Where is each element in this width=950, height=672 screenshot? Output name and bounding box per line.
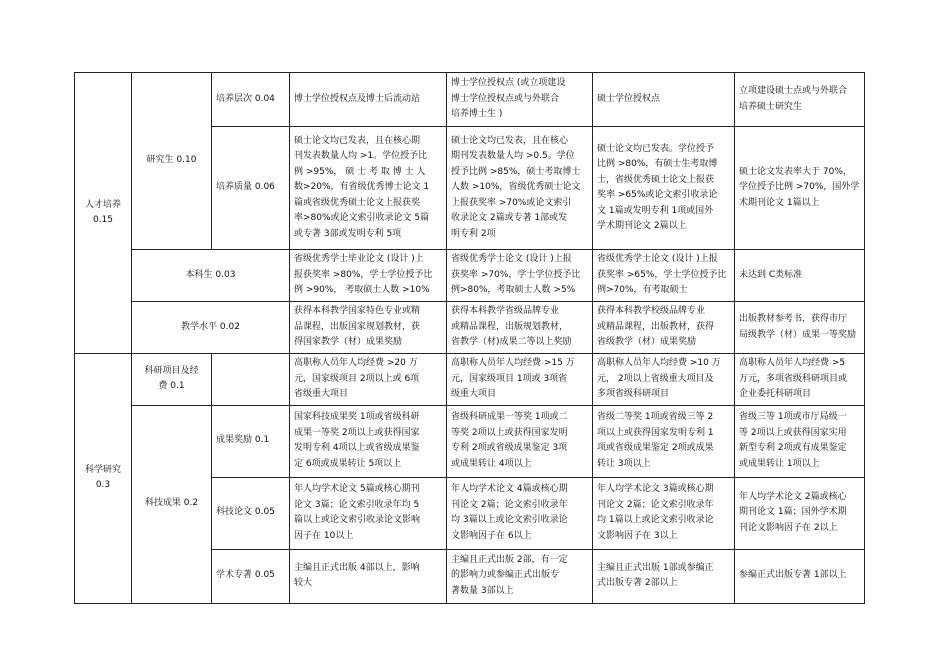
label-research-projects: 科研项目及经 费 0.1 [132, 354, 212, 406]
cell-training-quality-b: 硕士论文均已发表，且在核心 期刊发表数量人均 >0.5。学位 授予比例 >85%，硕士考取博士 人数 >10%，省级优秀硕士论文 上报获奖率 >70%或论文索引 收录论文 2篇或专著 1部或发 明专利 2项 [447, 127, 593, 250]
cell-awards-d: 省级三等 1项或市厅局级一 等 2项以上或获得国家实用 新型专利 2项或有成果鉴定 或成果转让 1项以上 [735, 405, 865, 477]
row-teaching [75, 302, 865, 354]
label-papers: 科技论文 0.05 [212, 477, 290, 549]
cell-teaching-c: 获得本科教学校级品牌专业 或精品课程，出版教材，获得 省级教学（材）成果奖励 [593, 302, 735, 354]
cell-undergrad-a: 省级优秀学士毕业论文 (设计 )上 报获奖率 >80%，学士学位授予比 例 >90%， 考取硕士人数 >10% [290, 250, 447, 302]
cell-teaching-b: 获得本科教学省级品牌专业 或精品课程，出版规划教材， 省教学（材)成果二等以上奖励 [447, 302, 593, 354]
cell-training-level-c: 硕士学位授权点 [593, 73, 735, 127]
label-undergrad: 本科生 0.03 [132, 250, 290, 302]
cell-papers-b: 年人均学术论文 4篇或核心期 刊论文 2篇；论文索引收录年 均 3篇以上或论文索引收录论 文影响因子在 6以上 [447, 477, 593, 549]
row-undergrad [75, 250, 865, 302]
criteria-table [74, 72, 865, 604]
group-research: 科学研究 0.3 [75, 354, 132, 604]
cell-monographs-d: 参编正式出版专著 1部以上 [735, 549, 865, 603]
cell-training-level-a: 博士学位授权点及博士后流动站 [290, 73, 447, 127]
cell-training-level-d: 立项建设硕士点或与外联合 培养硕士研究生 [735, 73, 865, 127]
cell-training-quality-c: 硕士论文均已发表。学位授予 比例 >80%，有硕士生考取博 士，省级优秀硕士论文上报获 奖率 >65%或论文索引收录论 文 1篇或发明专利 1项或国外 学术期刊论文 2篇以上 [593, 127, 735, 250]
label-training-quality: 培养质量 0.06 [212, 127, 290, 250]
row-research-projects [75, 354, 865, 406]
cell-teaching-a: 获得本科教学国家特色专业或精 品课程，出版国家规划教材，获 得国家教学（材）成果奖励 [290, 302, 447, 354]
cell-teaching-d: 出版教材参考书，获得市厅 局级教学（材）成果一等奖励 [735, 302, 865, 354]
cell-undergrad-d: 未达到 C类标准 [735, 250, 865, 302]
group-talent: 人才培养 0.15 [75, 73, 132, 354]
label-training-level: 培养层次 0.04 [212, 73, 290, 127]
cell-undergrad-b: 省级优秀学士论文 (设计 )上报 获奖率 >70%，学士学位授予比 例>80%，考取硕士人数 >5% [447, 250, 593, 302]
cell-papers-a: 年人均学术论文 5篇或核心期刊 论文 3篇；论文索引收录年均 5 篇以上或论文索引收录论文影响 因子在 10以上 [290, 477, 447, 549]
label-awards: 成果奖励 0.1 [212, 405, 290, 477]
subgroup-achievements: 科技成果 0.2 [132, 405, 212, 603]
cell-monographs-c: 主编且正式出版 1部或参编正 式出版专著 2部以上 [593, 549, 735, 603]
cell-research-projects-c: 高职称人员年人均经费 >10 万 元， 2项以上省级重大项目及 多项省级科研项目 [593, 354, 735, 406]
cell-research-projects-b: 高职称人员年人均经费 >15 万 元，国家级项目 1项或 3项省 级重大项目 [447, 354, 593, 406]
cell-training-quality-d: 硕士论文发表率大于 70%， 学位授予比例 >70%，国外学 术期刊论文 1篇以上 [735, 127, 865, 250]
subgroup-grad: 研究生 0.10 [132, 73, 212, 250]
row-awards [75, 405, 865, 477]
cell-monographs-b: 主编且正式出版 2部，有一定 的影响力或参编正式出版专 著数量 3部以上 [447, 549, 593, 603]
cell-awards-c: 省级二等奖 1项或省级三等 2 项以上或获得国家发明专利 1 项或省级成果鉴定 2项或成果 转让 3项以上 [593, 405, 735, 477]
spacer-research-projects [212, 354, 290, 406]
cell-training-level-b: 博士学位授权点 (或立项建设 博士学位授权点或与外联合 培养博士生 ) [447, 73, 593, 127]
cell-undergrad-c: 省级优秀学士论文 (设计 )上报 获奖率 >65%，学士学位授予比 例>70%，有考取硕士 [593, 250, 735, 302]
cell-research-projects-d: 高职称人员年人均经费 >5 万元，多项省级科研项目或 企业委托科研项目 [735, 354, 865, 406]
cell-research-projects-a: 高职称人员年人均经费 >20 万 元，国家级项目 2项以上或 6项 省级重大项目 [290, 354, 447, 406]
cell-papers-c: 年人均学术论文 3篇或核心期 刊论文 2篇；论文索引收录年 均 1篇以上或论文索引收录论 文影响因子在 3以上 [593, 477, 735, 549]
row-training-level [75, 73, 865, 127]
cell-monographs-a: 主编且正式出版 4部以上，影响 较大 [290, 549, 447, 603]
cell-training-quality-a: 硕士论文均已发表，且在核心期 刊发表数量人均 >1。学位授予比 例 >95%， 硕 士 考 取 博 士 人 数>20%，有省级优秀博士论文 1 篇或省级优秀硕士论文上报获奖 率>80%或论文索引收录论文 5篇 或专著 3部或发明专利 5项 [290, 127, 447, 250]
label-monographs: 学术专著 0.05 [212, 549, 290, 603]
cell-papers-d: 年人均学术论文 2篇或核心 期刊论文 1篇；国外学术期 刊论文影响因子在 2以上 [735, 477, 865, 549]
label-teaching: 教学水平 0.02 [132, 302, 290, 354]
cell-awards-a: 国家科技成果奖 1项或省级科研 成果一等奖 2项以上或获得国家 发明专利 4项以上或省级成果鉴 定 6项或成果转让 5项以上 [290, 405, 447, 477]
cell-awards-b: 省级科研成果一等奖 1项或二 等奖 2项以上或获得国家发明 专利 2项或省级成果鉴定 3项 或成果转让 4项以上 [447, 405, 593, 477]
